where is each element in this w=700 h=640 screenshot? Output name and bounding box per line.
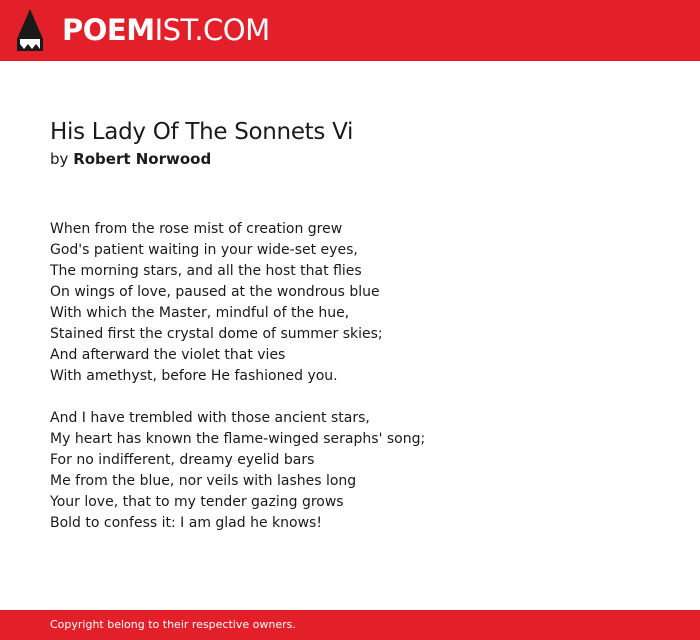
copyright-notice: Copyright belong to their respective owners. bbox=[50, 618, 296, 631]
site-header bbox=[0, 0, 700, 61]
poem-line: The morning stars, and all the host that flies bbox=[50, 263, 362, 279]
poem-line: For no indifferent, dreamy eyelid bars bbox=[50, 452, 315, 468]
poem-line: And I have trembled with those ancient stars, bbox=[50, 410, 370, 426]
site-footer bbox=[0, 610, 700, 640]
logo-strong-text: POEM bbox=[62, 13, 155, 47]
poem-body bbox=[50, 219, 670, 555]
poem-line: My heart has known the flame-winged seraphs' song; bbox=[50, 431, 426, 447]
site-logo[interactable] bbox=[62, 13, 270, 47]
poem-line: With which the Master, mindful of the hue, bbox=[50, 305, 350, 321]
poem-title: His Lady Of The Sonnets Vi bbox=[50, 119, 354, 145]
logo-light-text: IST.COM bbox=[154, 13, 270, 47]
poem-line: And afterward the violet that vies bbox=[50, 347, 286, 363]
poem-byline bbox=[50, 149, 211, 169]
poem-stanza-2 bbox=[50, 408, 670, 534]
poem-line: Stained first the crystal dome of summer skies; bbox=[50, 326, 383, 342]
poem-line: On wings of love, paused at the wondrous blue bbox=[50, 284, 380, 300]
poem-line: Your love, that to my tender gazing grows bbox=[50, 494, 344, 510]
poem-stanza-1 bbox=[50, 219, 670, 387]
by-label: by bbox=[50, 150, 69, 168]
poem-line: With amethyst, before He fashioned you. bbox=[50, 368, 338, 384]
poem-line: When from the rose mist of creation grew bbox=[50, 221, 343, 237]
poem-author: Robert Norwood bbox=[73, 150, 212, 168]
poem-line: Bold to confess it: I am glad he knows! bbox=[50, 515, 322, 531]
poem-line: Me from the blue, nor veils with lashes long bbox=[50, 473, 357, 489]
pencil-tip-icon[interactable] bbox=[17, 9, 43, 51]
poem-line: God's patient waiting in your wide-set eyes, bbox=[50, 242, 358, 258]
